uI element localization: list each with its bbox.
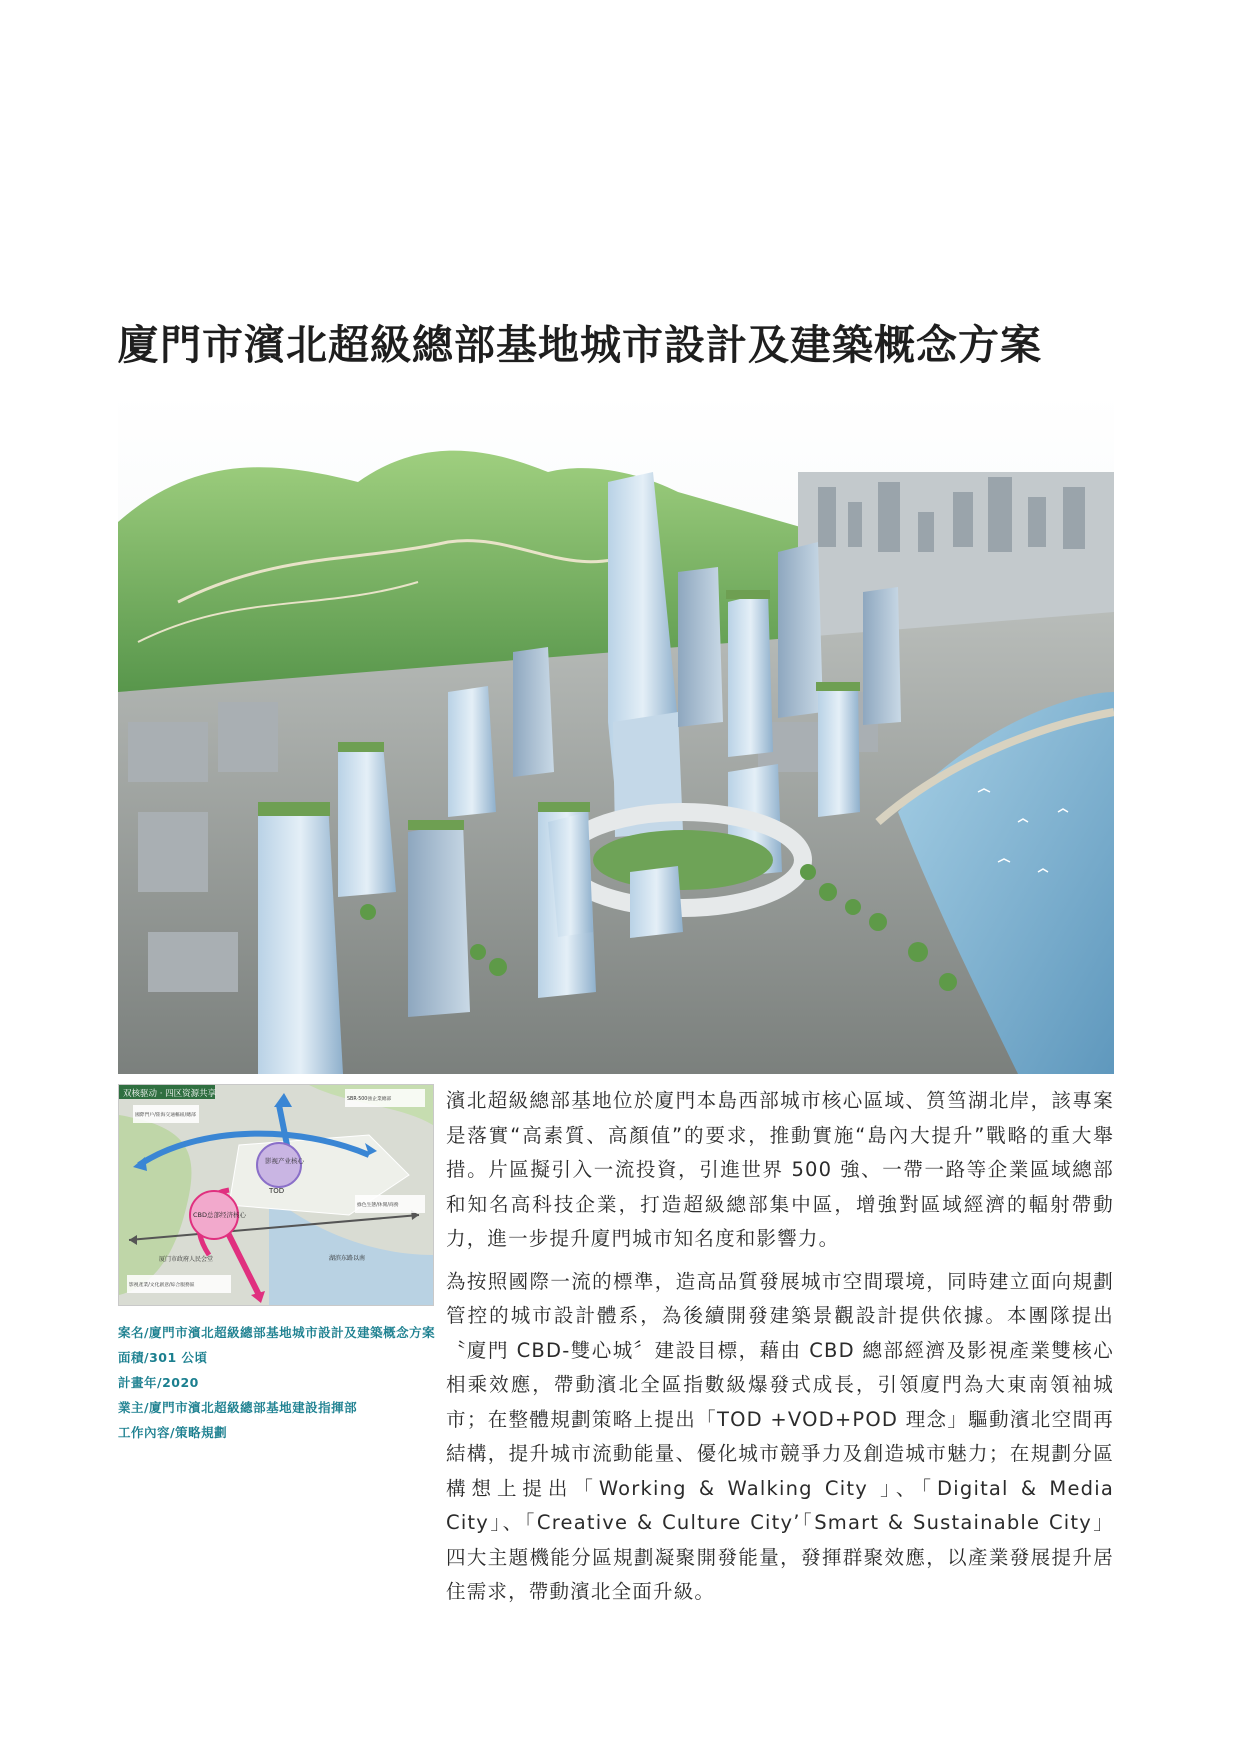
diagram-note-br: 綠色生態/休閒/商務 xyxy=(357,1203,399,1208)
page-title: 廈門市濱北超級總部基地城市設計及建築概念方案 xyxy=(118,321,1042,369)
concept-diagram xyxy=(118,1084,434,1306)
meta-project-name: 案名/廈門市濱北超級總部基地城市設計及建築概念方案 xyxy=(118,1325,436,1340)
meta-area: 面積/301 公頃 xyxy=(118,1350,208,1365)
body-text xyxy=(446,1084,1114,1618)
diagram-header: 双核驱动 · 四区资源共享 xyxy=(123,1089,217,1099)
diagram-note-tr: SBR·500強企業總部 xyxy=(347,1097,392,1102)
diagram-label-core-cbd: CBD总部经济核心 xyxy=(193,1211,247,1219)
meta-scope: 工作內容/策略規劃 xyxy=(118,1425,228,1440)
paragraph-intro: 濱北超級總部基地位於廈門本島西部城市核心區域、筼筜湖北岸，該專案是落實“高素質、高顏值”的要求，推動實施“島內大提升”戰略的重大舉措。片區擬引入一流投資，引進世界 500 強、一帶一路等企業區域總部和知名高科技企業，打造超級總部集中區，增強對區域經濟的輻射帶動力，進一步提升廈門城市知名度和影響力。 xyxy=(446,1089,1114,1250)
diagram-label-tod: TOD xyxy=(269,1187,285,1195)
diagram-label-gov: 厦门市政府人民会堂 xyxy=(159,1256,214,1263)
meta-year: 計畫年/2020 xyxy=(118,1375,199,1390)
diagram-label-core-top: 影视产业核心 xyxy=(265,1157,304,1165)
project-meta xyxy=(118,1320,438,1445)
diagram-label-east: 湖滨东路以南 xyxy=(329,1255,366,1262)
diagram-note-bl: 影視產業/文化創意/綜合服務區 xyxy=(129,1283,195,1288)
meta-client: 業主/廈門市濱北超級總部基地建設指揮部 xyxy=(118,1400,358,1415)
diagram-note-tl: 國際門戶/陸海交通樞紐/總部 xyxy=(135,1113,196,1118)
paragraph-strategy: 為按照國際一流的標準，造高品質發展城市空間環境，同時建立面向規劃管控的城市設計體系，為後續開發建築景觀設計提供依據。本團隊提出〝廈門 CBD-雙心城〞建設目標，藉由 CBD 總部經濟及影視產業雙核心相乘效應，帶動濱北全區指數級爆發式成長，引領廈門為大東南領袖城市；在整體規劃策略上提出「TOD +VOD+POD 理念」驅動濱北空間再結構，提升城市流動能量、優化城市競爭力及創造城市魅力；在規劃分區構想上提出「Working & Walking City 」、「Digital & Media City」、「Creative & Culture City’「Smart & Sustainable City」四大主題機能分區規劃凝聚開發能量，發揮群聚效應，以產業發展提升居住需求，帶動濱北全面升級。 xyxy=(446,1269,1114,1603)
aerial-rendering-image xyxy=(118,392,1114,1074)
